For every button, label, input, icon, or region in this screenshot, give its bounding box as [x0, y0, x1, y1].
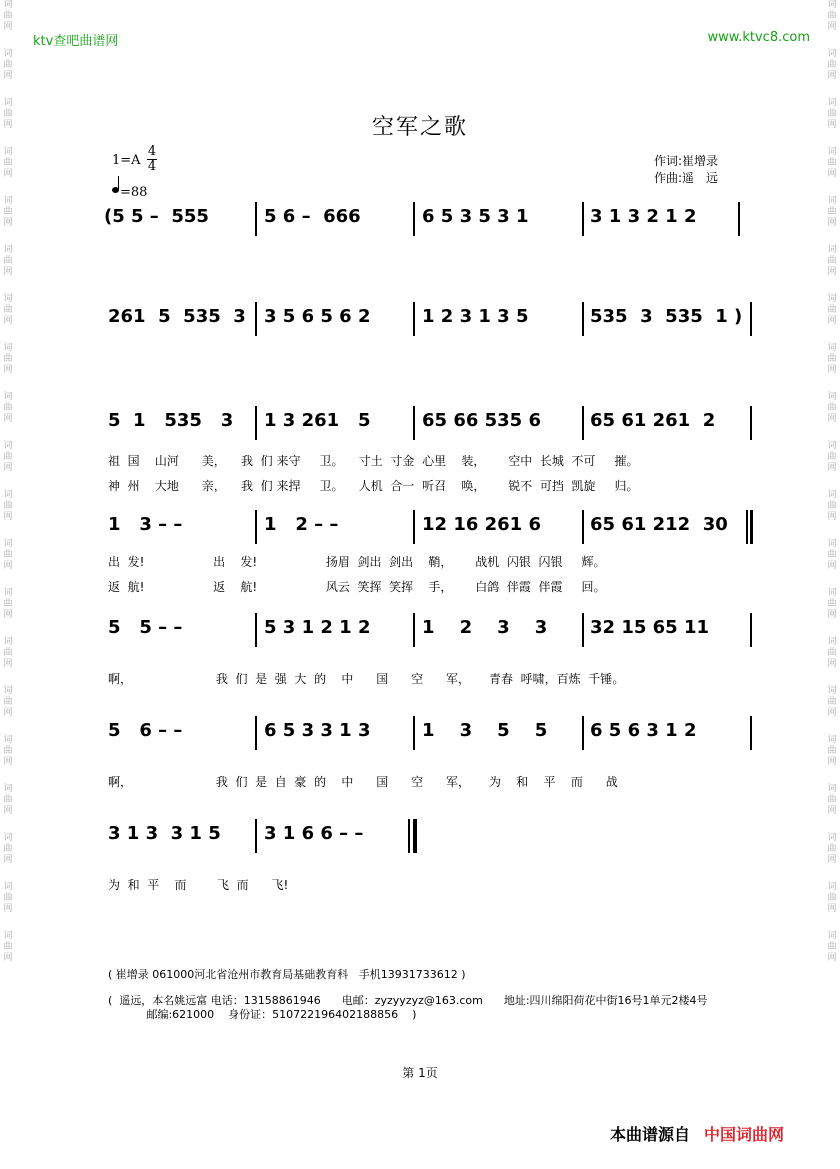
- quarter-note-icon: [112, 180, 120, 196]
- final-barline-thick: [413, 819, 417, 853]
- watermark-text: 词 曲 网: [827, 735, 837, 767]
- lyricist-credit: 作词:崔增录: [654, 154, 719, 168]
- watermark-text: 词 曲 网: [3, 245, 13, 277]
- tempo-marking: [112, 180, 147, 200]
- measure: 1 3 – –: [108, 514, 183, 535]
- barline: [255, 613, 257, 647]
- watermark-text: 词 曲 网: [827, 882, 837, 914]
- watermark-text: 词 曲 网: [827, 147, 837, 179]
- measure: 5 5 – –: [108, 617, 183, 638]
- lyric-line: 啊， 我 们 是 强 大 的 中 国 空 军， 青春 呼啸，百炼 千锤。: [108, 672, 625, 686]
- lyric-line: 啊， 我 们 是 自 豪 的 中 国 空 军， 为 和 平 而 战: [108, 775, 618, 789]
- lyric-line: 返 航! 返 航! 风云 笑挥 笑挥 手， 白鸽 伴霞 伴霞 回。: [108, 580, 606, 594]
- measure: 6 5 3 3 1 3: [264, 720, 371, 741]
- watermark-text: 词 曲 网: [3, 0, 13, 32]
- barline: [413, 302, 415, 336]
- watermark-text: 词 曲 网: [827, 686, 837, 718]
- watermark-text: 词 曲 网: [827, 343, 837, 375]
- watermark-text: 词 曲 网: [827, 637, 837, 669]
- watermark-text: 词 曲 网: [3, 735, 13, 767]
- watermark-text: 词 曲 网: [827, 490, 837, 522]
- watermark-text: 词 曲 网: [827, 392, 837, 424]
- watermark-text: 词 曲 网: [3, 637, 13, 669]
- watermark-text: 词 曲 网: [827, 931, 837, 963]
- lyricist-contact: ( 崔增录 061000河北省沧州市教育局基础教育科 手机13931733612 ): [108, 968, 466, 981]
- watermark-text: 词 曲 网: [3, 441, 13, 473]
- measure: 3 5 6 5 6 2: [264, 306, 371, 327]
- watermark-text: 词 曲 网: [3, 539, 13, 571]
- source-prefix: 本曲谱源自: [610, 1125, 691, 1144]
- watermark-text: 词 曲 网: [3, 686, 13, 718]
- watermark-text: 词 曲 网: [827, 0, 837, 32]
- barline: [582, 202, 584, 236]
- barline: [413, 716, 415, 750]
- measure: 65 61 261 2: [590, 410, 716, 431]
- measure: 5 6 – –: [108, 720, 183, 741]
- watermark-text: 词 曲 网: [3, 882, 13, 914]
- watermark-text: 词 曲 网: [827, 49, 837, 81]
- measure: 65 61 212 30: [590, 514, 728, 535]
- watermark-text: 词 曲 网: [3, 931, 13, 963]
- measure: 3 1 3 3 1 5: [108, 823, 221, 844]
- barline: [750, 302, 752, 336]
- measure: (5 5 – 555: [104, 206, 209, 227]
- barline: [750, 613, 752, 647]
- watermark-text: 词 曲 网: [3, 49, 13, 81]
- key-signature: 1=A: [112, 153, 141, 168]
- watermark-text: 词 曲 网: [3, 196, 13, 228]
- barline: [582, 613, 584, 647]
- measure: 6 5 3 5 3 1: [422, 206, 529, 227]
- barline: [582, 302, 584, 336]
- measure: 5 3 1 2 1 2: [264, 617, 371, 638]
- score-row-5: [104, 611, 754, 651]
- measure: 5 1 535 3: [108, 410, 234, 431]
- barline: [413, 510, 415, 544]
- time-sig-bottom: 4: [147, 159, 157, 174]
- measure: 1 2 3 3: [422, 617, 548, 638]
- left-watermark: [2, 0, 14, 1169]
- watermark-text: 词 曲 网: [3, 392, 13, 424]
- measure: 1 3 261 5: [264, 410, 371, 431]
- barline: [582, 716, 584, 750]
- barline: [255, 819, 257, 853]
- measure: 261 5 535 3: [108, 306, 246, 327]
- measure: 1 2 – –: [264, 514, 339, 535]
- barline: [582, 406, 584, 440]
- watermark-text: 词 曲 网: [827, 784, 837, 816]
- barline: [413, 613, 415, 647]
- watermark-text: 词 曲 网: [3, 294, 13, 326]
- time-sig-top: 4: [147, 144, 157, 159]
- barline: [413, 406, 415, 440]
- watermark-text: 词 曲 网: [827, 294, 837, 326]
- composer-credit: 作曲:遥 远: [654, 171, 719, 185]
- watermark-text: 词 曲 网: [3, 98, 13, 130]
- measure: 3 1 6 6 – –: [264, 823, 364, 844]
- score-row-6: [104, 714, 754, 754]
- watermark-text: 词 曲 网: [827, 441, 837, 473]
- measure: 3 1 3 2 1 2: [590, 206, 697, 227]
- lyric-line: 神 州 大地 亲， 我 们 来捍 卫。 人机 合一 听召 唤， 锐不 可挡 凯旋 归。: [108, 479, 639, 493]
- score-row-7: [104, 817, 754, 857]
- watermark-text: 词 曲 网: [3, 147, 13, 179]
- barline: [255, 406, 257, 440]
- watermark-text: 词 曲 网: [827, 196, 837, 228]
- score-row-2: [104, 300, 754, 340]
- score-row-3: [104, 404, 754, 444]
- watermark-text: 词 曲 网: [3, 343, 13, 375]
- measure: 1 2 3 1 3 5: [422, 306, 529, 327]
- barline: [255, 716, 257, 750]
- barline: [738, 202, 740, 236]
- barline: [582, 510, 584, 544]
- final-barline: [408, 819, 410, 853]
- measure: 12 16 261 6: [422, 514, 541, 535]
- time-signature: [147, 145, 157, 174]
- repeat-barline: [746, 510, 748, 544]
- watermark-text: 词 曲 网: [3, 784, 13, 816]
- repeat-barline-thick: [750, 510, 753, 544]
- barline: [750, 716, 752, 750]
- watermark-text: 词 曲 网: [827, 245, 837, 277]
- watermark-text: 词 曲 网: [827, 588, 837, 620]
- measure: 65 66 535 6: [422, 410, 541, 431]
- watermark-text: 词 曲 网: [3, 588, 13, 620]
- measure: 5 6 – 666: [264, 206, 361, 227]
- watermark-text: 词 曲 网: [3, 833, 13, 865]
- measure: 1 3 5 5: [422, 720, 548, 741]
- measure: 32 15 65 11: [590, 617, 709, 638]
- measure: 6 5 6 3 1 2: [590, 720, 697, 741]
- right-watermark: [826, 0, 838, 1169]
- header-site-url[interactable]: www.ktvc8.com: [707, 30, 810, 45]
- barline: [255, 302, 257, 336]
- watermark-text: 词 曲 网: [827, 833, 837, 865]
- header-site-name[interactable]: ktv查吧曲谱网: [33, 34, 119, 49]
- score-row-1: [104, 200, 754, 240]
- source-site-link[interactable]: 中国词曲网: [704, 1125, 785, 1144]
- page-number: 第 1页: [402, 1066, 438, 1080]
- score-row-4: [104, 508, 754, 548]
- barline: [255, 510, 257, 544]
- tempo-value: =88: [120, 185, 148, 200]
- composer-contact-2: 邮编:621000 身份证：510722196402188856 ): [108, 1008, 417, 1021]
- watermark-text: 词 曲 网: [3, 490, 13, 522]
- measure: 535 3 535 1 ): [590, 306, 743, 327]
- barline: [750, 406, 752, 440]
- barline: [413, 202, 415, 236]
- barline: [255, 202, 257, 236]
- watermark-text: 词 曲 网: [827, 98, 837, 130]
- watermark-text: 词 曲 网: [827, 539, 837, 571]
- composer-contact: ( 遥远，本名姚远富 电话：13158861946 电邮：zyzyyzyz@163.com 地址:四川绵阳荷花中街16号1单元2楼4号: [108, 994, 708, 1007]
- source-credit: [610, 1122, 784, 1145]
- song-title: 空军之歌: [371, 115, 468, 140]
- lyric-line: 祖 国 山河 美， 我 们 来守 卫。 寸土 寸金 心里 装， 空中 长城 不可 摧。: [108, 454, 639, 468]
- lyric-line: 出 发! 出 发! 扬眉 剑出 剑出 鞘， 战机 闪银 闪银 辉。: [108, 555, 606, 569]
- lyric-line: 为 和 平 而 飞 而 飞!: [108, 878, 289, 892]
